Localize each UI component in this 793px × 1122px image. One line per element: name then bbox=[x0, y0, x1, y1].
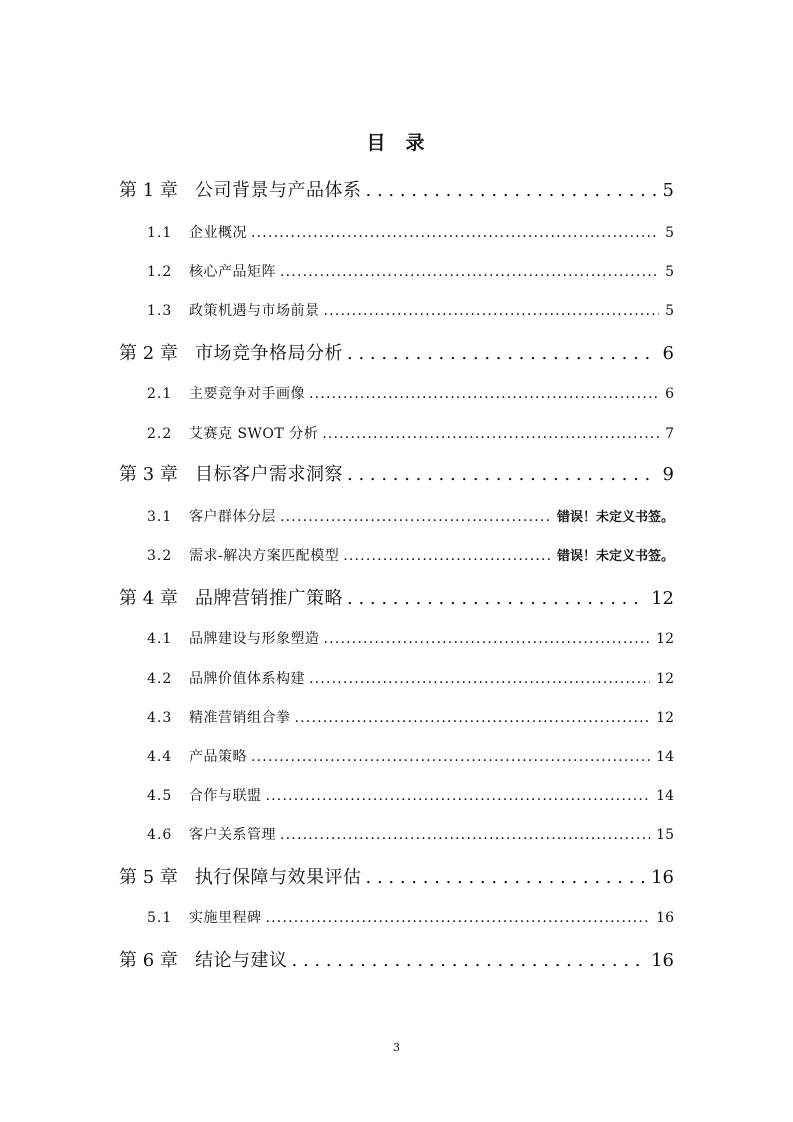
toc-section-3-1[interactable] bbox=[147, 506, 674, 526]
toc-chapter-number: 第 3 章 bbox=[119, 464, 178, 485]
toc-page-number: 14 bbox=[656, 749, 674, 765]
toc-leader-dots bbox=[366, 180, 657, 201]
toc-section-number: 1.1 bbox=[147, 225, 173, 241]
toc-chapter-title: 执行保障与效果评估 bbox=[195, 867, 362, 888]
toc-section-number: 4.4 bbox=[147, 749, 173, 765]
toc-section-1-2[interactable] bbox=[147, 261, 674, 281]
toc-section-number: 1.3 bbox=[147, 303, 173, 319]
toc-page-number: 14 bbox=[656, 788, 674, 804]
toc-page-number: 12 bbox=[656, 671, 674, 687]
toc-section-number: 2.2 bbox=[147, 426, 173, 442]
toc-leader-dots bbox=[324, 303, 660, 319]
toc-section-number: 4.6 bbox=[147, 827, 173, 843]
toc-section-number: 2.1 bbox=[147, 386, 173, 402]
toc-page-number: 7 bbox=[665, 426, 674, 442]
toc-page-number: 15 bbox=[656, 827, 674, 843]
toc-leader-dots bbox=[309, 386, 659, 402]
toc-leader-dots bbox=[366, 867, 646, 888]
toc-chapter-title: 目标客户需求洞察 bbox=[195, 464, 343, 485]
toc-title-char-1: 目 bbox=[366, 132, 388, 154]
toc-section-number: 3.1 bbox=[147, 509, 173, 525]
toc-chapter-number: 第 2 章 bbox=[119, 343, 178, 364]
toc-section-title: 精准营销组合拳 bbox=[189, 710, 291, 726]
toc-chapter-1[interactable] bbox=[119, 176, 674, 202]
toc-page-number: 5 bbox=[665, 225, 674, 241]
toc-page-number: 16 bbox=[651, 950, 674, 971]
toc-chapter-5[interactable] bbox=[119, 863, 674, 889]
toc-leader-dots bbox=[347, 464, 657, 485]
toc-chapter-4[interactable] bbox=[119, 584, 674, 610]
toc-leader-dots bbox=[324, 631, 651, 647]
toc-section-1-3[interactable] bbox=[147, 300, 674, 320]
toc-title bbox=[0, 128, 793, 155]
toc-leader-dots bbox=[266, 788, 651, 804]
toc-page-number: 6 bbox=[662, 343, 674, 364]
toc-page-number: 12 bbox=[656, 710, 674, 726]
toc-section-title: 客户群体分层 bbox=[189, 509, 276, 525]
toc-section-title: 产品策略 bbox=[189, 749, 247, 765]
toc-section-number: 5.1 bbox=[147, 910, 173, 926]
toc-chapter-title: 市场竞争格局分析 bbox=[195, 343, 343, 364]
toc-chapter-title: 公司背景与产品体系 bbox=[195, 180, 362, 201]
toc-section-title: 主要竞争对手画像 bbox=[189, 386, 305, 402]
toc-chapter-number: 第 6 章 bbox=[119, 950, 178, 971]
toc-section-1-1[interactable] bbox=[147, 222, 674, 242]
toc-leader-dots bbox=[322, 426, 659, 442]
toc-section-4-5[interactable] bbox=[147, 785, 674, 805]
toc-title-char-2: 录 bbox=[405, 132, 427, 154]
toc-section-number: 4.1 bbox=[147, 631, 173, 647]
toc-section-4-1[interactable] bbox=[147, 628, 674, 648]
toc-section-title: 需求-解决方案匹配模型 bbox=[189, 548, 340, 564]
toc-leader-dots bbox=[280, 509, 551, 525]
toc-section-number: 4.5 bbox=[147, 788, 173, 804]
toc-bookmark-error: 错误！未定义书签。 bbox=[556, 510, 674, 525]
toc-page-number: 5 bbox=[665, 303, 674, 319]
toc-section-2-2[interactable] bbox=[147, 423, 674, 443]
toc-section-4-4[interactable] bbox=[147, 746, 674, 766]
toc-section-number: 3.2 bbox=[147, 548, 173, 564]
toc-chapter-number: 第 1 章 bbox=[119, 180, 178, 201]
toc-section-title: 合作与联盟 bbox=[189, 788, 262, 804]
toc-page-number: 16 bbox=[656, 910, 674, 926]
toc-chapter-title: 品牌营销推广策略 bbox=[195, 588, 343, 609]
toc-section-title: 艾赛克 SWOT 分析 bbox=[189, 426, 319, 442]
toc-chapter-number: 第 4 章 bbox=[119, 588, 178, 609]
toc-leader-dots bbox=[343, 548, 551, 564]
toc-section-title: 品牌建设与形象塑造 bbox=[189, 631, 320, 647]
toc-section-number: 4.2 bbox=[147, 671, 173, 687]
toc-chapter-6[interactable] bbox=[119, 946, 674, 972]
toc-page-number: 9 bbox=[662, 464, 674, 485]
toc-leader-dots bbox=[266, 910, 651, 926]
toc-chapter-2[interactable] bbox=[119, 339, 674, 365]
toc-section-title: 实施里程碑 bbox=[189, 910, 262, 926]
toc-leader-dots bbox=[280, 264, 659, 280]
toc-leader-dots bbox=[347, 588, 645, 609]
toc-chapter-number: 第 5 章 bbox=[119, 867, 178, 888]
toc-leader-dots bbox=[251, 749, 650, 765]
toc-leader-dots bbox=[280, 827, 650, 843]
toc-section-4-6[interactable] bbox=[147, 824, 674, 844]
toc-page-number: 16 bbox=[651, 867, 674, 888]
toc-section-title: 企业概况 bbox=[189, 225, 247, 241]
toc-chapter-3[interactable] bbox=[119, 460, 674, 486]
toc-section-title: 品牌价值体系构建 bbox=[189, 671, 305, 687]
footer-page-number: 3 bbox=[393, 1041, 400, 1054]
toc-section-title: 核心产品矩阵 bbox=[189, 264, 276, 280]
toc-page-number: 12 bbox=[656, 631, 674, 647]
toc-section-5-1[interactable] bbox=[147, 907, 674, 927]
toc-leader-dots bbox=[295, 710, 651, 726]
toc-section-number: 1.2 bbox=[147, 264, 173, 280]
toc-section-number: 4.3 bbox=[147, 710, 173, 726]
toc-section-4-2[interactable] bbox=[147, 668, 674, 688]
toc-leader-dots bbox=[292, 950, 646, 971]
toc-section-title: 客户关系管理 bbox=[189, 827, 276, 843]
toc-page-number: 5 bbox=[662, 180, 674, 201]
toc-page-number: 6 bbox=[665, 386, 674, 402]
toc-page-number: 5 bbox=[665, 264, 674, 280]
toc-leader-dots bbox=[309, 671, 650, 687]
toc-bookmark-error: 错误！未定义书签。 bbox=[556, 549, 674, 564]
toc-section-2-1[interactable] bbox=[147, 383, 674, 403]
toc-section-title: 政策机遇与市场前景 bbox=[189, 303, 320, 319]
toc-leader-dots bbox=[347, 343, 657, 364]
toc-leader-dots bbox=[251, 225, 659, 241]
toc-chapter-title: 结论与建议 bbox=[195, 950, 288, 971]
toc-section-3-2[interactable] bbox=[147, 545, 674, 565]
toc-page-number: 12 bbox=[651, 588, 674, 609]
toc-section-4-3[interactable] bbox=[147, 707, 674, 727]
